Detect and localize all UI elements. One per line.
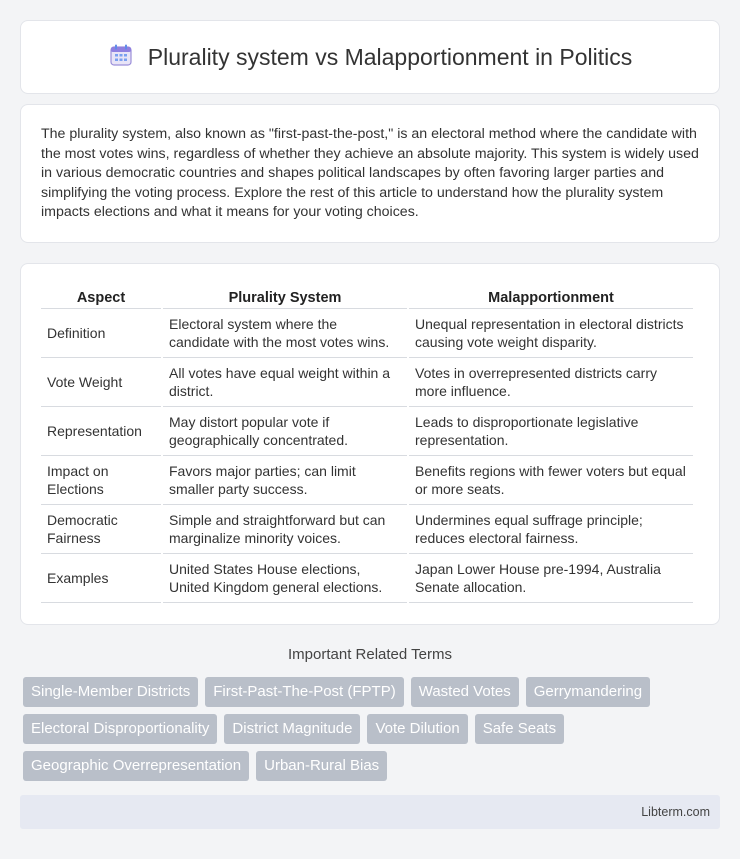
header-aspect: Aspect — [41, 284, 161, 309]
comparison-table — [39, 284, 695, 603]
cell-aspect: Representation — [41, 407, 161, 456]
cell-malapportionment: Undermines equal suffrage principle; reduces electoral fairness. — [409, 505, 693, 554]
cell-malapportionment: Unequal representation in electoral districts causing vote weight disparity. — [409, 309, 693, 358]
related-terms-title: Important Related Terms — [288, 646, 452, 663]
cell-plurality: United States House elections, United Kingdom general elections. — [163, 554, 407, 603]
tag-wasted-votes[interactable]: Wasted Votes — [411, 677, 519, 707]
tag-urban-rural-bias[interactable]: Urban-Rural Bias — [256, 751, 387, 781]
tag-electoral-disproportionality[interactable]: Electoral Disproportionality — [23, 714, 217, 744]
footer-site[interactable]: Libterm.com — [641, 805, 710, 819]
table-row — [41, 309, 693, 358]
cell-plurality: Electoral system where the candidate with the most votes wins. — [163, 309, 407, 358]
cell-aspect: Democratic Fairness — [41, 505, 161, 554]
header-plurality: Plurality System — [163, 284, 407, 309]
cell-malapportionment: Japan Lower House pre-1994, Australia Senate allocation. — [409, 554, 693, 603]
tag-vote-dilution[interactable]: Vote Dilution — [367, 714, 467, 744]
header-malapportionment: Malapportionment — [409, 284, 693, 309]
tag-district-magnitude[interactable]: District Magnitude — [224, 714, 360, 744]
table-row — [41, 358, 693, 407]
table-row — [41, 505, 693, 554]
tag-fptp[interactable]: First-Past-The-Post (FPTP) — [205, 677, 404, 707]
footer — [20, 795, 720, 829]
tag-single-member-districts[interactable]: Single-Member Districts — [23, 677, 198, 707]
cell-malapportionment: Leads to disproportionate legislative representation. — [409, 407, 693, 456]
comparison-table-card — [20, 263, 720, 625]
table-row — [41, 407, 693, 456]
cell-aspect: Vote Weight — [41, 358, 161, 407]
tag-safe-seats[interactable]: Safe Seats — [475, 714, 564, 744]
cell-aspect: Definition — [41, 309, 161, 358]
related-terms-tags — [23, 677, 723, 781]
cell-plurality: May distort popular vote if geographically concentrated. — [163, 407, 407, 456]
table-row — [41, 456, 693, 505]
intro-text: The plurality system, also known as "first-past-the-post," is an electoral method where the candidate with the most votes wins, regardless of whether they achieve an absolute majority. This system is widely used in various democratic countries and shapes political landscapes by often favoring larger parties and simplifying the voting process. Explore the rest of this article to understand how the plurality system impacts elections and what it means for your voting choices. — [41, 126, 699, 221]
page-title: Plurality system vs Malapportionment in Politics — [147, 43, 633, 70]
intro-card — [20, 104, 720, 243]
cell-plurality: All votes have equal weight within a district. — [163, 358, 407, 407]
tag-gerrymandering[interactable]: Gerrymandering — [526, 677, 650, 707]
calendar-icon — [108, 42, 134, 73]
cell-aspect: Examples — [41, 554, 161, 603]
cell-malapportionment: Votes in overrepresented districts carry more influence. — [409, 358, 693, 407]
cell-aspect: Impact on Elections — [41, 456, 161, 505]
title-wrap — [108, 42, 632, 73]
header-card — [20, 20, 720, 94]
table-row — [41, 554, 693, 603]
cell-plurality: Simple and straightforward but can marginalize minority voices. — [163, 505, 407, 554]
table-header-row — [41, 284, 693, 309]
cell-malapportionment: Benefits regions with fewer voters but equal or more seats. — [409, 456, 693, 505]
cell-plurality: Favors major parties; can limit smaller party success. — [163, 456, 407, 505]
tag-geographic-overrepresentation[interactable]: Geographic Overrepresentation — [23, 751, 249, 781]
